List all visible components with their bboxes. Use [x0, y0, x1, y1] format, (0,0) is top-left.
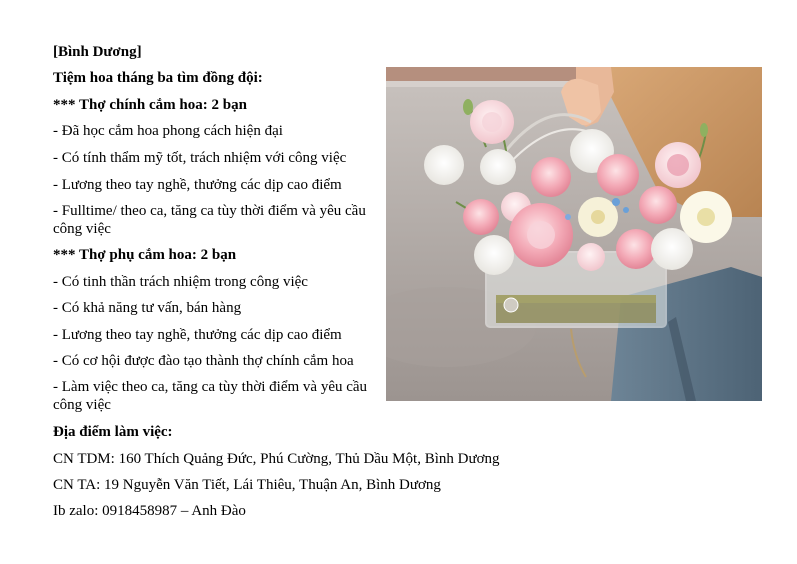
- assistant-florist-item: - Có cơ hội được đào tạo thành thợ chính cắm hoa: [53, 353, 354, 369]
- main-florist-item: - Có tính thẩm mỹ tốt, trách nhiệm với công việc: [53, 150, 347, 166]
- location-heading: Địa điểm làm việc:: [53, 424, 173, 440]
- assistant-florist-item: - Có tinh thần trách nhiệm trong công việc: [53, 274, 308, 290]
- contact-info: Ib zalo: 0918458987 – Anh Đào: [53, 503, 246, 519]
- main-florist-heading: *** Thợ chính cắm hoa: 2 bạn: [53, 97, 247, 113]
- region-tag: [Bình Dương]: [53, 44, 142, 60]
- assistant-florist-item: - Làm việc theo ca, tăng ca tùy thời điểm và yêu cầu công việc: [53, 379, 368, 413]
- headline: Tiệm hoa tháng ba tìm đồng đội:: [53, 70, 263, 86]
- main-florist-item: - Fulltime/ theo ca, tăng ca tùy thời điểm và yêu cầu công việc: [53, 203, 366, 237]
- branch-address: CN TDM: 160 Thích Quảng Đức, Phú Cường, Thủ Dầu Một, Bình Dương: [53, 451, 500, 467]
- assistant-florist-heading: *** Thợ phụ cắm hoa: 2 bạn: [53, 247, 237, 263]
- assistant-florist-item: - Có khả năng tư vấn, bán hàng: [53, 300, 242, 316]
- main-florist-item: - Lương theo tay nghề, thưởng các dịp cao điểm: [53, 177, 342, 193]
- flower-basket-photo: [386, 67, 762, 401]
- main-florist-item: - Đã học cắm hoa phong cách hiện đại: [53, 123, 283, 139]
- branch-address: CN TA: 19 Nguyễn Văn Tiết, Lái Thiêu, Thuận An, Bình Dương: [53, 477, 441, 493]
- assistant-florist-item: - Lương theo tay nghề, thưởng các dịp cao điểm: [53, 327, 342, 343]
